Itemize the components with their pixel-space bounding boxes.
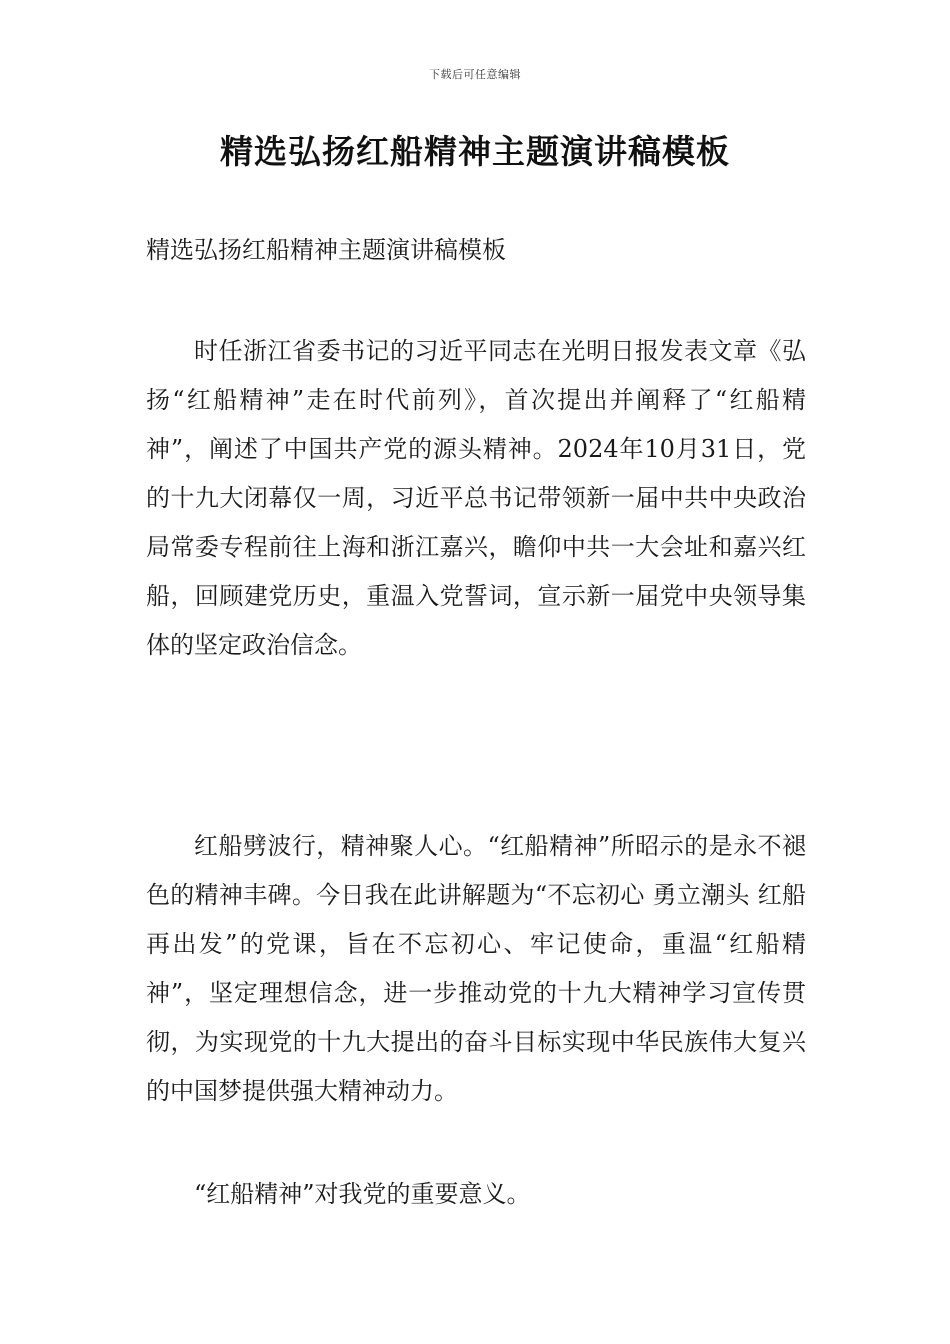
paragraph: 红船劈波行，精神聚人心。“红船精神”所昭示的是永不褪色的精神丰碑。今日我在此讲解题为“不忘初心 勇立潮头 红船再出发”的党课，旨在不忘初心、牢记使命，重温“红船精神”，坚定理想信念，进一步推动党的十九大精神学习宣传贯彻，为实现党的十九大提出的奋斗目标实现中华民族伟大复兴的中国梦提供强大精神动力。 [146, 832, 806, 1105]
header-note: 下载后可任意编辑 [429, 68, 521, 81]
document-title: 精选弘扬红船精神主题演讲稿模板 [220, 132, 730, 171]
paragraph: 时任浙江省委书记的习近平同志在光明日报发表文章《弘扬“红船精神”走在时代前列》，首次提出并阐释了“红船精神”，阐述了中国共产党的源头精神。2024年10月31日，党的十九大闭幕仅一周，习近平总书记带领新一届中共中央政治局常委专程前往上海和浙江嘉兴，瞻仰中共一大会址和嘉兴红船，回顾建党历史，重温入党誓词，宣示新一届党中央领导集体的坚定政治信念。 [146, 337, 806, 659]
document-subtitle: 精选弘扬红船精神主题演讲稿模板 [146, 236, 506, 264]
paragraph: “红船精神”对我党的重要意义。 [194, 1180, 531, 1208]
